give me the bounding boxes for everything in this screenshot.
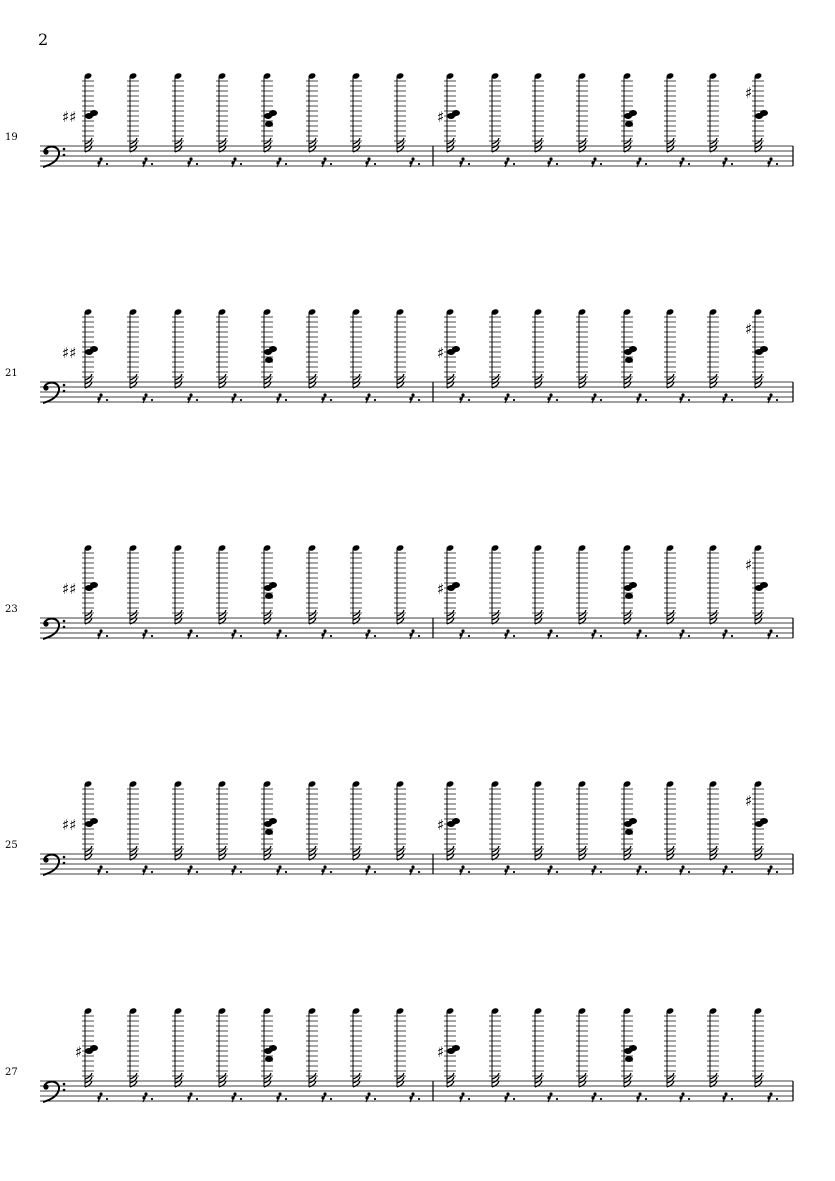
sharp-sign: ♯♯: [62, 344, 77, 362]
note: [664, 308, 676, 388]
rest: [276, 865, 287, 875]
rest: [365, 1092, 376, 1102]
rest: [187, 629, 198, 639]
sharp-sign: ♯: [437, 580, 445, 598]
note: [261, 780, 277, 860]
rest: [636, 865, 647, 875]
note: [261, 1007, 277, 1087]
note: [621, 780, 637, 860]
rest: [459, 865, 470, 875]
rest: [722, 629, 733, 639]
note: [306, 72, 318, 152]
note: [306, 1007, 318, 1087]
note: [621, 72, 637, 152]
note: [437, 72, 460, 152]
note: [489, 1007, 501, 1087]
note: [752, 1007, 764, 1087]
bass-clef: [43, 855, 65, 875]
rest: [321, 393, 332, 403]
rest: [547, 865, 558, 875]
chord-note: [452, 1045, 460, 1051]
rest: [459, 629, 470, 639]
note: [350, 544, 362, 624]
note: [576, 1007, 588, 1087]
chord-note: [265, 593, 273, 599]
note: [306, 308, 318, 388]
rest: [97, 393, 108, 403]
chord-note: [90, 582, 98, 588]
chord-note: [90, 346, 98, 352]
rest: [547, 629, 558, 639]
chord-note: [625, 829, 633, 835]
rest: [722, 865, 733, 875]
chord-note: [452, 346, 460, 352]
rest: [591, 1092, 602, 1102]
rest: [97, 865, 108, 875]
rest: [142, 393, 153, 403]
rest: [459, 157, 470, 167]
rest: [636, 1092, 647, 1102]
rest: [679, 157, 690, 167]
rest: [504, 393, 515, 403]
note: [62, 544, 98, 624]
note: [532, 780, 544, 860]
bass-clef: [43, 147, 65, 167]
sharp-sign: ♯: [75, 1043, 83, 1061]
rest: [767, 157, 778, 167]
sharp-sign: ♯♯: [62, 816, 77, 834]
note: [127, 308, 139, 388]
sharp-sign: ♯: [437, 816, 445, 834]
rest: [504, 1092, 515, 1102]
rest: [459, 393, 470, 403]
note: [216, 308, 228, 388]
chord-note: [760, 582, 768, 588]
rest: [231, 157, 242, 167]
note: [394, 308, 406, 388]
note: [707, 780, 719, 860]
note: [576, 780, 588, 860]
rest: [276, 393, 287, 403]
rest: [767, 865, 778, 875]
note: [745, 544, 768, 624]
chord-note: [269, 582, 277, 588]
note: [576, 544, 588, 624]
rest: [547, 157, 558, 167]
chord-note: [629, 1045, 637, 1051]
note: [394, 72, 406, 152]
note: [306, 544, 318, 624]
rest: [591, 157, 602, 167]
rest: [767, 629, 778, 639]
rest: [409, 865, 420, 875]
chord-note: [265, 357, 273, 363]
rest: [365, 865, 376, 875]
rest: [636, 157, 647, 167]
note: [664, 72, 676, 152]
note: [532, 308, 544, 388]
rest: [187, 865, 198, 875]
chord-note: [265, 1056, 273, 1062]
rest: [679, 393, 690, 403]
note: [707, 72, 719, 152]
rest: [409, 629, 420, 639]
rest: [767, 393, 778, 403]
note: [216, 1007, 228, 1087]
note: [394, 544, 406, 624]
rest: [276, 157, 287, 167]
note: [172, 1007, 184, 1087]
note: [664, 1007, 676, 1087]
note: [664, 780, 676, 860]
note: [62, 72, 98, 152]
sharp-sign: ♯: [745, 792, 753, 810]
chord-note: [625, 357, 633, 363]
system-4: [5, 780, 793, 875]
rest: [636, 393, 647, 403]
chord-note: [760, 818, 768, 824]
note: [261, 544, 277, 624]
note: [745, 72, 768, 152]
sharp-sign: ♯: [745, 320, 753, 338]
chord-note: [265, 121, 273, 127]
note: [172, 72, 184, 152]
note: [745, 308, 768, 388]
note: [707, 308, 719, 388]
rest: [321, 157, 332, 167]
note: [350, 780, 362, 860]
rest: [321, 629, 332, 639]
note: [62, 780, 98, 860]
sharp-sign: ♯: [437, 1043, 445, 1061]
rest: [321, 1092, 332, 1102]
rest: [142, 629, 153, 639]
note: [127, 1007, 139, 1087]
rest: [365, 629, 376, 639]
rest: [142, 1092, 153, 1102]
chord-note: [90, 818, 98, 824]
note: [172, 780, 184, 860]
system-5: [5, 1007, 793, 1102]
rest: [231, 1092, 242, 1102]
note: [437, 544, 460, 624]
chord-note: [625, 593, 633, 599]
chord-note: [629, 110, 637, 116]
sharp-sign: ♯♯: [62, 580, 77, 598]
rest: [231, 393, 242, 403]
note: [216, 72, 228, 152]
rest: [97, 629, 108, 639]
rest: [722, 393, 733, 403]
note: [664, 544, 676, 624]
note: [216, 780, 228, 860]
chord-note: [269, 818, 277, 824]
rest: [547, 393, 558, 403]
rest: [636, 629, 647, 639]
rest: [321, 865, 332, 875]
rest: [591, 393, 602, 403]
note: [62, 308, 98, 388]
rest: [504, 629, 515, 639]
note: [621, 544, 637, 624]
chord-note: [629, 582, 637, 588]
chord-note: [625, 1056, 633, 1062]
system-2: [5, 308, 793, 403]
sharp-sign: ♯: [745, 556, 753, 574]
rest: [767, 1092, 778, 1102]
rest: [722, 1092, 733, 1102]
system-3: [5, 544, 793, 639]
note: [350, 72, 362, 152]
rest: [504, 865, 515, 875]
note: [489, 780, 501, 860]
note: [127, 544, 139, 624]
sharp-sign: ♯: [437, 344, 445, 362]
chord-note: [629, 818, 637, 824]
chord-note: [629, 346, 637, 352]
system-1: [5, 72, 793, 167]
rest: [276, 1092, 287, 1102]
note: [261, 72, 277, 152]
note: [350, 308, 362, 388]
rest: [231, 865, 242, 875]
chord-note: [265, 829, 273, 835]
note: [532, 72, 544, 152]
chord-note: [90, 1045, 98, 1051]
rest: [365, 393, 376, 403]
note: [172, 308, 184, 388]
rest: [276, 629, 287, 639]
rest: [231, 629, 242, 639]
rest: [409, 157, 420, 167]
chord-note: [452, 582, 460, 588]
note: [532, 1007, 544, 1087]
rest: [142, 865, 153, 875]
note: [306, 780, 318, 860]
note: [489, 308, 501, 388]
bass-clef: [43, 619, 65, 639]
rest: [679, 1092, 690, 1102]
rest: [187, 1092, 198, 1102]
note: [350, 1007, 362, 1087]
note: [437, 780, 460, 860]
measure-number: 19: [5, 132, 18, 143]
note: [576, 308, 588, 388]
note: [216, 544, 228, 624]
note: [745, 780, 768, 860]
note: [707, 544, 719, 624]
note: [75, 1007, 98, 1087]
rest: [142, 157, 153, 167]
rest: [409, 393, 420, 403]
measure-number: 27: [5, 1067, 18, 1078]
note: [489, 544, 501, 624]
note: [172, 544, 184, 624]
sharp-sign: ♯: [745, 84, 753, 102]
rest: [591, 865, 602, 875]
note: [394, 780, 406, 860]
rest: [365, 157, 376, 167]
rest: [722, 157, 733, 167]
note: [437, 1007, 460, 1087]
rest: [97, 157, 108, 167]
bass-clef: [43, 1082, 65, 1102]
rest: [679, 629, 690, 639]
chord-note: [760, 110, 768, 116]
rest: [409, 1092, 420, 1102]
note: [707, 1007, 719, 1087]
sharp-sign: ♯: [437, 108, 445, 126]
note: [576, 72, 588, 152]
note: [489, 72, 501, 152]
rest: [187, 393, 198, 403]
chord-note: [269, 110, 277, 116]
rest: [547, 1092, 558, 1102]
measure-number: 25: [5, 840, 18, 851]
rest: [187, 157, 198, 167]
rest: [591, 629, 602, 639]
rest: [504, 157, 515, 167]
note: [127, 780, 139, 860]
rest: [97, 1092, 108, 1102]
sharp-sign: ♯♯: [62, 108, 77, 126]
note: [621, 308, 637, 388]
bass-clef: [43, 383, 65, 403]
chord-note: [269, 346, 277, 352]
chord-note: [625, 121, 633, 127]
chord-note: [452, 818, 460, 824]
page-number: 2: [38, 30, 49, 49]
note: [127, 72, 139, 152]
note: [532, 544, 544, 624]
measure-number: 21: [5, 368, 18, 379]
rest: [459, 1092, 470, 1102]
chord-note: [760, 346, 768, 352]
chord-note: [452, 110, 460, 116]
chord-note: [269, 1045, 277, 1051]
note: [394, 1007, 406, 1087]
rest: [679, 865, 690, 875]
measure-number: 23: [5, 604, 18, 615]
note: [621, 1007, 637, 1087]
note: [261, 308, 277, 388]
chord-note: [90, 110, 98, 116]
note: [437, 308, 460, 388]
